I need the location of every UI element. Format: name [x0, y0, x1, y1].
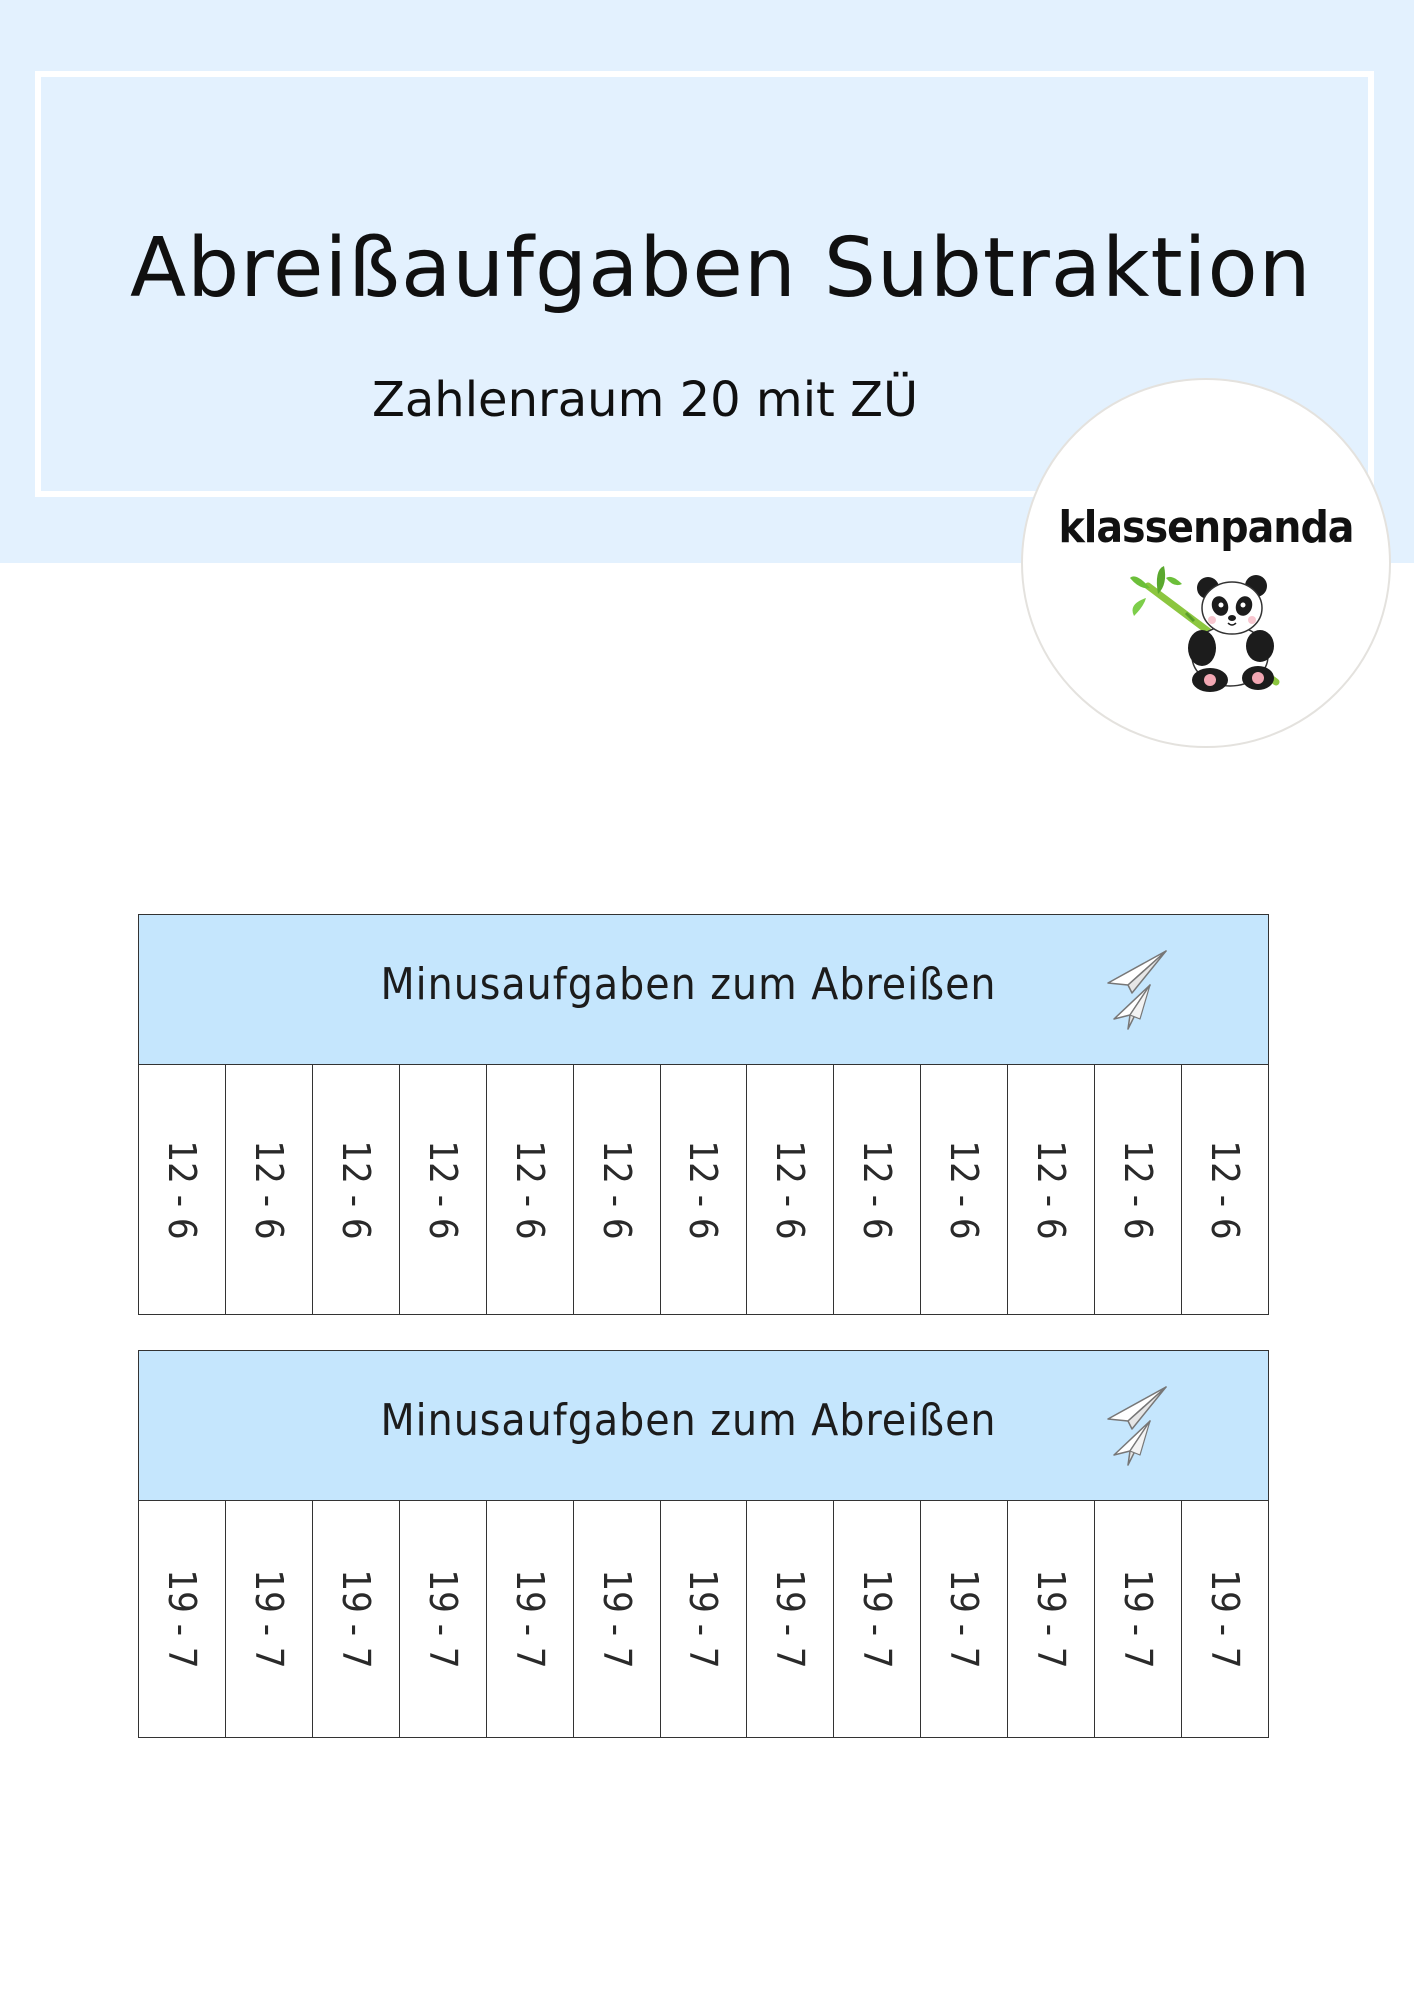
tear-off-tab[interactable]: [225, 1065, 312, 1314]
strip-title: Minusaufgaben zum Abreißen: [380, 1395, 997, 1446]
tear-off-tab[interactable]: [833, 1501, 920, 1737]
brand-name: klassenpanda: [1058, 502, 1354, 553]
tear-off-tab[interactable]: [833, 1065, 920, 1314]
tab-task: 19 - 7: [1116, 1569, 1161, 1669]
tear-off-tab[interactable]: [660, 1065, 747, 1314]
tab-task: 19 - 7: [507, 1569, 552, 1669]
strip-title: Minusaufgaben zum Abreißen: [380, 959, 997, 1010]
tab-task: 19 - 7: [768, 1569, 813, 1669]
tear-off-strip-1: [138, 914, 1269, 1315]
tear-off-tab[interactable]: [312, 1501, 399, 1737]
tear-off-tab[interactable]: [573, 1501, 660, 1737]
tab-task: 12 - 6: [942, 1139, 987, 1240]
tab-task: 12 - 6: [681, 1139, 726, 1240]
tab-task: 19 - 7: [246, 1569, 291, 1669]
tab-task: 19 - 7: [1203, 1569, 1248, 1669]
strip-header: [139, 1351, 1268, 1501]
tear-off-tabs: [139, 1501, 1268, 1737]
tear-off-tab[interactable]: [1007, 1065, 1094, 1314]
tab-task: 12 - 6: [1203, 1139, 1248, 1240]
tear-off-tab[interactable]: [225, 1501, 312, 1737]
tab-task: 12 - 6: [507, 1139, 552, 1240]
brand-logo: [1021, 378, 1391, 748]
tab-task: 12 - 6: [855, 1139, 900, 1240]
tear-off-tab[interactable]: [139, 1501, 225, 1737]
tab-task: 19 - 7: [855, 1569, 900, 1669]
strip-header: [139, 915, 1268, 1065]
tab-task: 12 - 6: [420, 1139, 465, 1240]
page-subtitle: Zahlenraum 20 mit ZÜ: [372, 372, 919, 428]
tab-task: 19 - 7: [333, 1569, 378, 1669]
tear-off-tab[interactable]: [573, 1065, 660, 1314]
tab-task: 19 - 7: [159, 1569, 204, 1669]
paper-plane-icon: [1104, 949, 1168, 1033]
tear-off-tab[interactable]: [486, 1065, 573, 1314]
tear-off-tab[interactable]: [746, 1501, 833, 1737]
tear-off-tab[interactable]: [1094, 1501, 1181, 1737]
tab-task: 12 - 6: [768, 1139, 813, 1240]
tear-off-tab[interactable]: [1094, 1065, 1181, 1314]
tab-task: 19 - 7: [942, 1569, 987, 1669]
tear-off-tab[interactable]: [1007, 1501, 1094, 1737]
tear-off-tab[interactable]: [486, 1501, 573, 1737]
tab-task: 19 - 7: [1029, 1569, 1074, 1669]
tear-off-tabs: [139, 1065, 1268, 1314]
tear-off-tab[interactable]: [139, 1065, 225, 1314]
tab-task: 12 - 6: [594, 1139, 639, 1240]
tear-off-strip-2: [138, 1350, 1269, 1738]
tab-task: 19 - 7: [420, 1569, 465, 1669]
tear-off-tab[interactable]: [399, 1501, 486, 1737]
tab-task: 12 - 6: [246, 1139, 291, 1240]
tab-task: 12 - 6: [1029, 1139, 1074, 1240]
page-title: Abreißaufgaben Subtraktion: [130, 221, 1312, 316]
panda-with-bamboo-icon: [1128, 564, 1298, 694]
tear-off-tab[interactable]: [312, 1065, 399, 1314]
tear-off-tab[interactable]: [746, 1065, 833, 1314]
tear-off-tab[interactable]: [660, 1501, 747, 1737]
tear-off-tab[interactable]: [399, 1065, 486, 1314]
paper-plane-icon: [1104, 1385, 1168, 1469]
tear-off-tab[interactable]: [920, 1065, 1007, 1314]
tab-task: 12 - 6: [159, 1139, 204, 1240]
tear-off-tab[interactable]: [1181, 1501, 1268, 1737]
tab-task: 12 - 6: [1116, 1139, 1161, 1240]
tab-task: 19 - 7: [594, 1569, 639, 1669]
tear-off-tab[interactable]: [920, 1501, 1007, 1737]
tear-off-tab[interactable]: [1181, 1065, 1268, 1314]
tab-task: 19 - 7: [681, 1569, 726, 1669]
tab-task: 12 - 6: [333, 1139, 378, 1240]
